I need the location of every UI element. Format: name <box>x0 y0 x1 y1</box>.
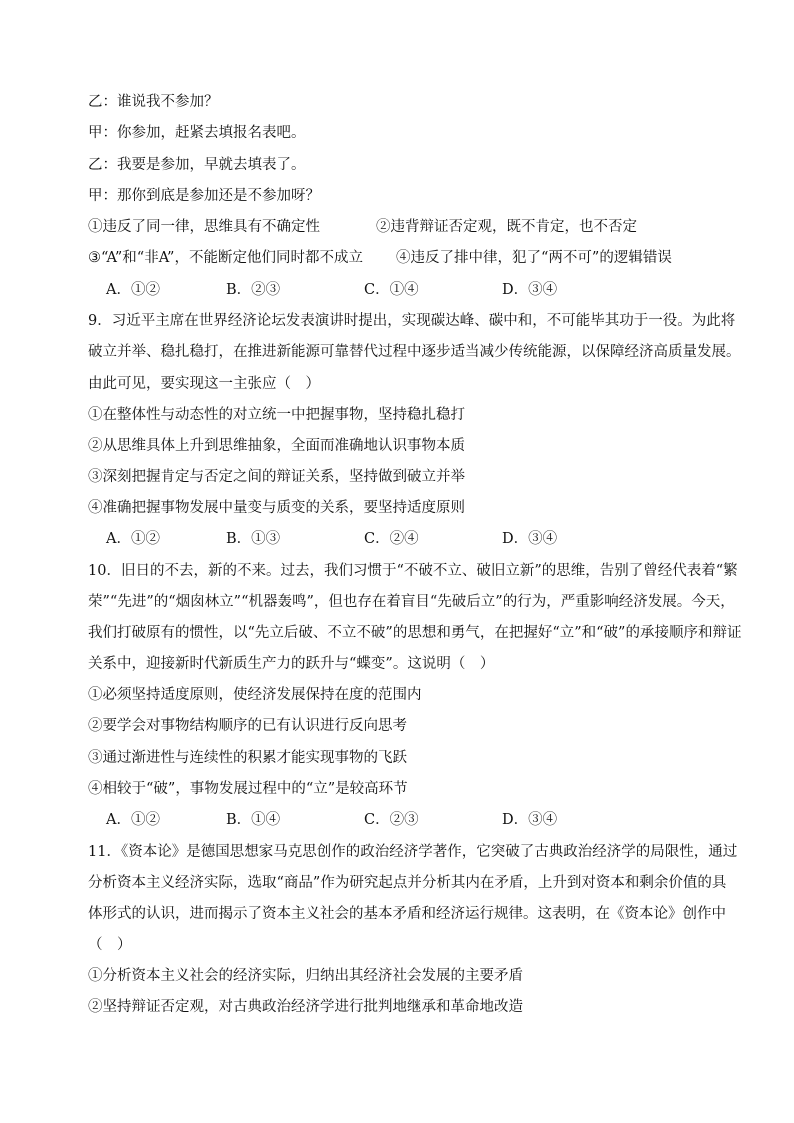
q9-stem-line: 由此可见，要实现这一主张应（ ） <box>88 376 320 392</box>
dialog-line: 甲：你参加，赶紧去填报名表吧。 <box>88 125 306 141</box>
q9-option-d[interactable]: D．③④ <box>502 531 558 547</box>
dialog-line: 甲：那你到底是参加还是不参加呀？ <box>88 188 320 204</box>
q10-statement-3: ③通过渐进性与连续性的积累才能实现事物的飞跃 <box>88 750 407 766</box>
q11-stem-line: （ ） <box>88 937 132 953</box>
q10-option-c[interactable]: C．②③ <box>364 812 419 828</box>
dialog-line: 乙：我要是参加，早就去填表了。 <box>88 157 306 173</box>
q9-option-b[interactable]: B．①③ <box>226 531 281 547</box>
q10-option-b[interactable]: B．①④ <box>226 812 281 828</box>
q11-stem-line: 分析资本主义经济实际，选取“商品”作为研究起点并分析其内在矛盾，上升到对资本和剩余价值的具 <box>88 875 727 891</box>
q8-option-a[interactable]: A．①② <box>106 282 160 298</box>
q10-option-a[interactable]: A．①② <box>106 812 160 828</box>
q8-statement-4: ④违反了排中律，犯了“两不可”的逻辑错误 <box>396 250 672 266</box>
q9-statement-1: ①在整体性与动态性的对立统一中把握事物，坚持稳扎稳打 <box>88 407 465 423</box>
q10-statement-1: ①必须坚持适度原则，使经济发展保持在度的范围内 <box>88 687 422 703</box>
q8-statement-3: ③“A”和“非A”，不能断定他们同时都不成立 <box>88 250 363 266</box>
q10-stem-line: 荣”“先进”的“烟囱林立”“机器轰鸣”，但也存在着盲目“先破后立”的行为，严重影响经济发展。今天， <box>88 594 735 610</box>
q8-statement-row <box>88 248 728 268</box>
q9-statement-4: ④准确把握事物发展中量变与质变的关系，要坚持适度原则 <box>88 500 465 516</box>
q11-stem-line: 11．《资本论》是德国思想家马克思创作的政治经济学著作，它突破了古典政治经济学的局限性，通过 <box>88 844 738 860</box>
dialog-line: 乙：谁说我不参加？ <box>88 94 219 110</box>
q9-option-c[interactable]: C．②④ <box>364 531 419 547</box>
q10-option-d[interactable]: D．③④ <box>502 812 558 828</box>
q10-stem-line: 我们打破原有的惯性，以“先立后破、不立不破”的思想和勇气，在把握好“立”和“破”的承接顺序和辩证 <box>88 625 742 641</box>
q8-statement-1: ①违反了同一律，思维具有不确定性 <box>88 219 320 235</box>
q10-statement-4: ④相较于“破”，事物发展过程中的“立”是较高环节 <box>88 781 408 797</box>
q9-stem-line: 9．习近平主席在世界经济论坛发表演讲时提出，实现碳达峰、碳中和，不可能毕其功于一役。为此将 <box>88 313 736 329</box>
q8-option-b[interactable]: B．②③ <box>226 282 281 298</box>
q9-statement-3: ③深刻把握肯定与否定之间的辩证关系，坚持做到破立并举 <box>88 469 465 485</box>
q11-statement-1: ①分析资本主义社会的经济实际，归纳出其经济社会发展的主要矛盾 <box>88 968 523 984</box>
q10-stem-line: 关系中，迎接新时代新质生产力的跃升与“蝶变”。这说明（ ） <box>88 656 495 672</box>
q10-stem-line: 10．旧日的不去，新的不来。过去，我们习惯于“不破不立、破旧立新”的思维，告别了曾经代表着“繁 <box>88 563 738 579</box>
q8-option-c[interactable]: C．①④ <box>364 282 419 298</box>
q10-statement-2: ②要学会对事物结构顺序的已有认识进行反向思考 <box>88 718 407 734</box>
q9-option-a[interactable]: A．①② <box>106 531 160 547</box>
q11-statement-2: ②坚持辩证否定观，对古典政治经济学进行批判地继承和革命地改造 <box>88 999 523 1015</box>
q8-option-d[interactable]: D．③④ <box>502 282 558 298</box>
q9-statement-2: ②从思维具体上升到思维抽象，全面而准确地认识事物本质 <box>88 438 465 454</box>
q11-stem-line: 体形式的认识，进而揭示了资本主义社会的基本矛盾和经济运行规律。这表明，在《资本论》创作中 <box>88 906 726 922</box>
q8-statement-2: ②违背辩证否定观，既不肯定，也不否定 <box>376 219 637 235</box>
q9-stem-line: 破立并举、稳扎稳打，在推进新能源可靠替代过程中逐步适当减少传统能源，以保障经济高质量发展。 <box>88 344 741 360</box>
q8-statement-row <box>88 217 728 237</box>
